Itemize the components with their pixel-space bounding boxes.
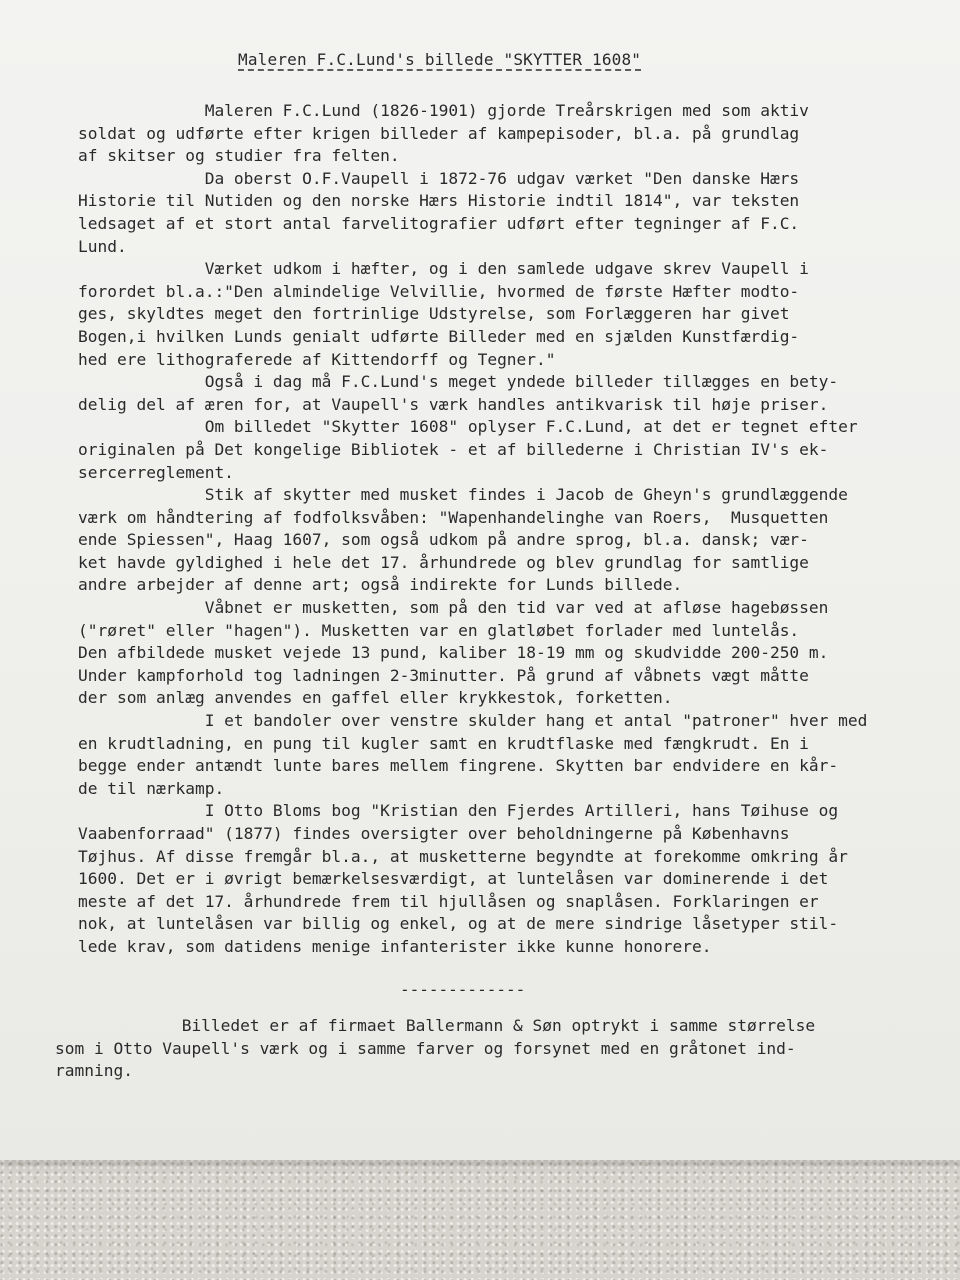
body-line: Også i dag må F.C.Lund's meget yndede billeder tillægges en bety- [78, 372, 839, 392]
body-line: en krudtladning, en pung til kugler samt en krudtflaske med fængkrudt. En i [78, 733, 809, 753]
body-line: sercerreglement. [78, 462, 234, 482]
section-separator: ------------- [400, 980, 526, 999]
body-line: Lund. [78, 236, 127, 256]
closing-paragraph [55, 1015, 955, 1083]
body-line: Historie til Nutiden og den norske Hærs Historie indtil 1814", var teksten [78, 191, 800, 211]
body-line: de til nærkamp. [78, 778, 225, 798]
body-line: Våbnet er musketten, som på den tid var ved at afløse hagebøssen [78, 598, 829, 618]
body-line: der som anlæg anvendes en gaffel eller krykkestok, forketten. [78, 688, 673, 708]
body-line: Værket udkom i hæfter, og i den samlede udgave skrev Vaupell i [78, 259, 809, 279]
closing-line: ramning. [55, 1061, 133, 1081]
body-line: Da oberst O.F.Vaupell i 1872-76 udgav værket "Den danske Hærs [78, 168, 800, 188]
body-line: Om billedet "Skytter 1608" oplyser F.C.Lund, at det er tegnet efter [78, 417, 858, 437]
body-line: Maleren F.C.Lund (1826-1901) gjorde Treårskrigen med som aktiv [78, 101, 809, 120]
body-line: meste af det 17. århundrede frem til hjullåsen og snaplåsen. Forklaringen er [78, 891, 819, 911]
body-line: ("røret" eller "hagen"). Musketten var en glatløbet forlader med luntelås. [78, 620, 800, 640]
body-line: andre arbejder af denne art; også indirekte for Lunds billede. [78, 575, 683, 595]
document-title: Maleren F.C.Lund's billede "SKYTTER 1608" [238, 50, 642, 69]
body-line: nok, at luntelåsen var billig og enkel, og at de mere sindrige låsetyper stil- [78, 914, 839, 934]
body-line: forordet bl.a.:"Den almindelige Velvillie, hvormed de første Hæfter modto- [78, 281, 800, 301]
body-line: hed ere lithograferede af Kittendorff og Tegner." [78, 349, 556, 369]
body-line: I Otto Bloms bog "Kristian den Fjerdes Artilleri, hans Tøihuse og [78, 801, 839, 821]
body-line: begge ender antændt lunte bares mellem fingrene. Skytten bar endvidere en kår- [78, 756, 839, 776]
body-line: ges, skyldtes meget den fortrinlige Udstyrelse, som Forlæggeren har givet [78, 304, 790, 324]
body-line: Tøjhus. Af disse fremgår bl.a., at musketterne begyndte at forekomme omkring år [78, 846, 848, 866]
body-line: lede krav, som datidens menige infanterister ikke kunne honorere. [78, 936, 712, 956]
closing-line: som i Otto Vaupell's værk og i samme farver og forsynet med en gråtonet ind- [55, 1038, 796, 1058]
body-line: Bogen,i hvilken Lunds genialt udførte Billeder med en sjælden Kunstfærdig- [78, 326, 800, 346]
body-line: ledsaget af et stort antal farvelitografier udført efter tegninger af F.C. [78, 213, 800, 233]
body-line: soldat og udførte efter krigen billeder af kampepisoder, bl.a. på grundlag [78, 123, 800, 143]
body-line: 1600. Det er i øvrigt bemærkelsesværdigt, at luntelåsen var dominerende i det [78, 869, 829, 889]
body-line: ket havde gyldighed i hele det 17. århundrede og blev grundlag for samtlige [78, 552, 809, 572]
body-line: Under kampforhold tog ladningen 2-3minutter. På grund af våbnets vægt måtte [78, 665, 809, 685]
body-line: I et bandoler over venstre skulder hang et antal "patroner" hver med [78, 711, 868, 731]
body-line: af skitser og studier fra felten. [78, 146, 400, 166]
body-line: Vaabenforraad" (1877) findes oversigter over beholdningerne på Københavns [78, 824, 790, 843]
document-body [78, 100, 958, 959]
body-line: værk om håndtering af fodfolksvåben: "Wapenhandelinghe van Roers, Musquetten [78, 507, 829, 527]
body-line: originalen på Det kongelige Bibliotek - et af billederne i Christian IV's ek- [78, 439, 829, 459]
body-line: Stik af skytter med musket findes i Jacob de Gheyn's grundlæggende [78, 485, 848, 505]
body-line: delig del af æren for, at Vaupell's værk handles antikvarisk til høje priser. [78, 394, 829, 414]
body-line: ende Spiessen", Haag 1607, som også udkom på andre sprog, bl.a. dansk; vær- [78, 530, 809, 550]
body-line: Den afbildede musket vejede 13 pund, kaliber 18-19 mm og skudvidde 200-250 m. [78, 643, 829, 663]
closing-line: Billedet er af firmaet Ballermann & Søn optrykt i samme størrelse [55, 1016, 816, 1035]
